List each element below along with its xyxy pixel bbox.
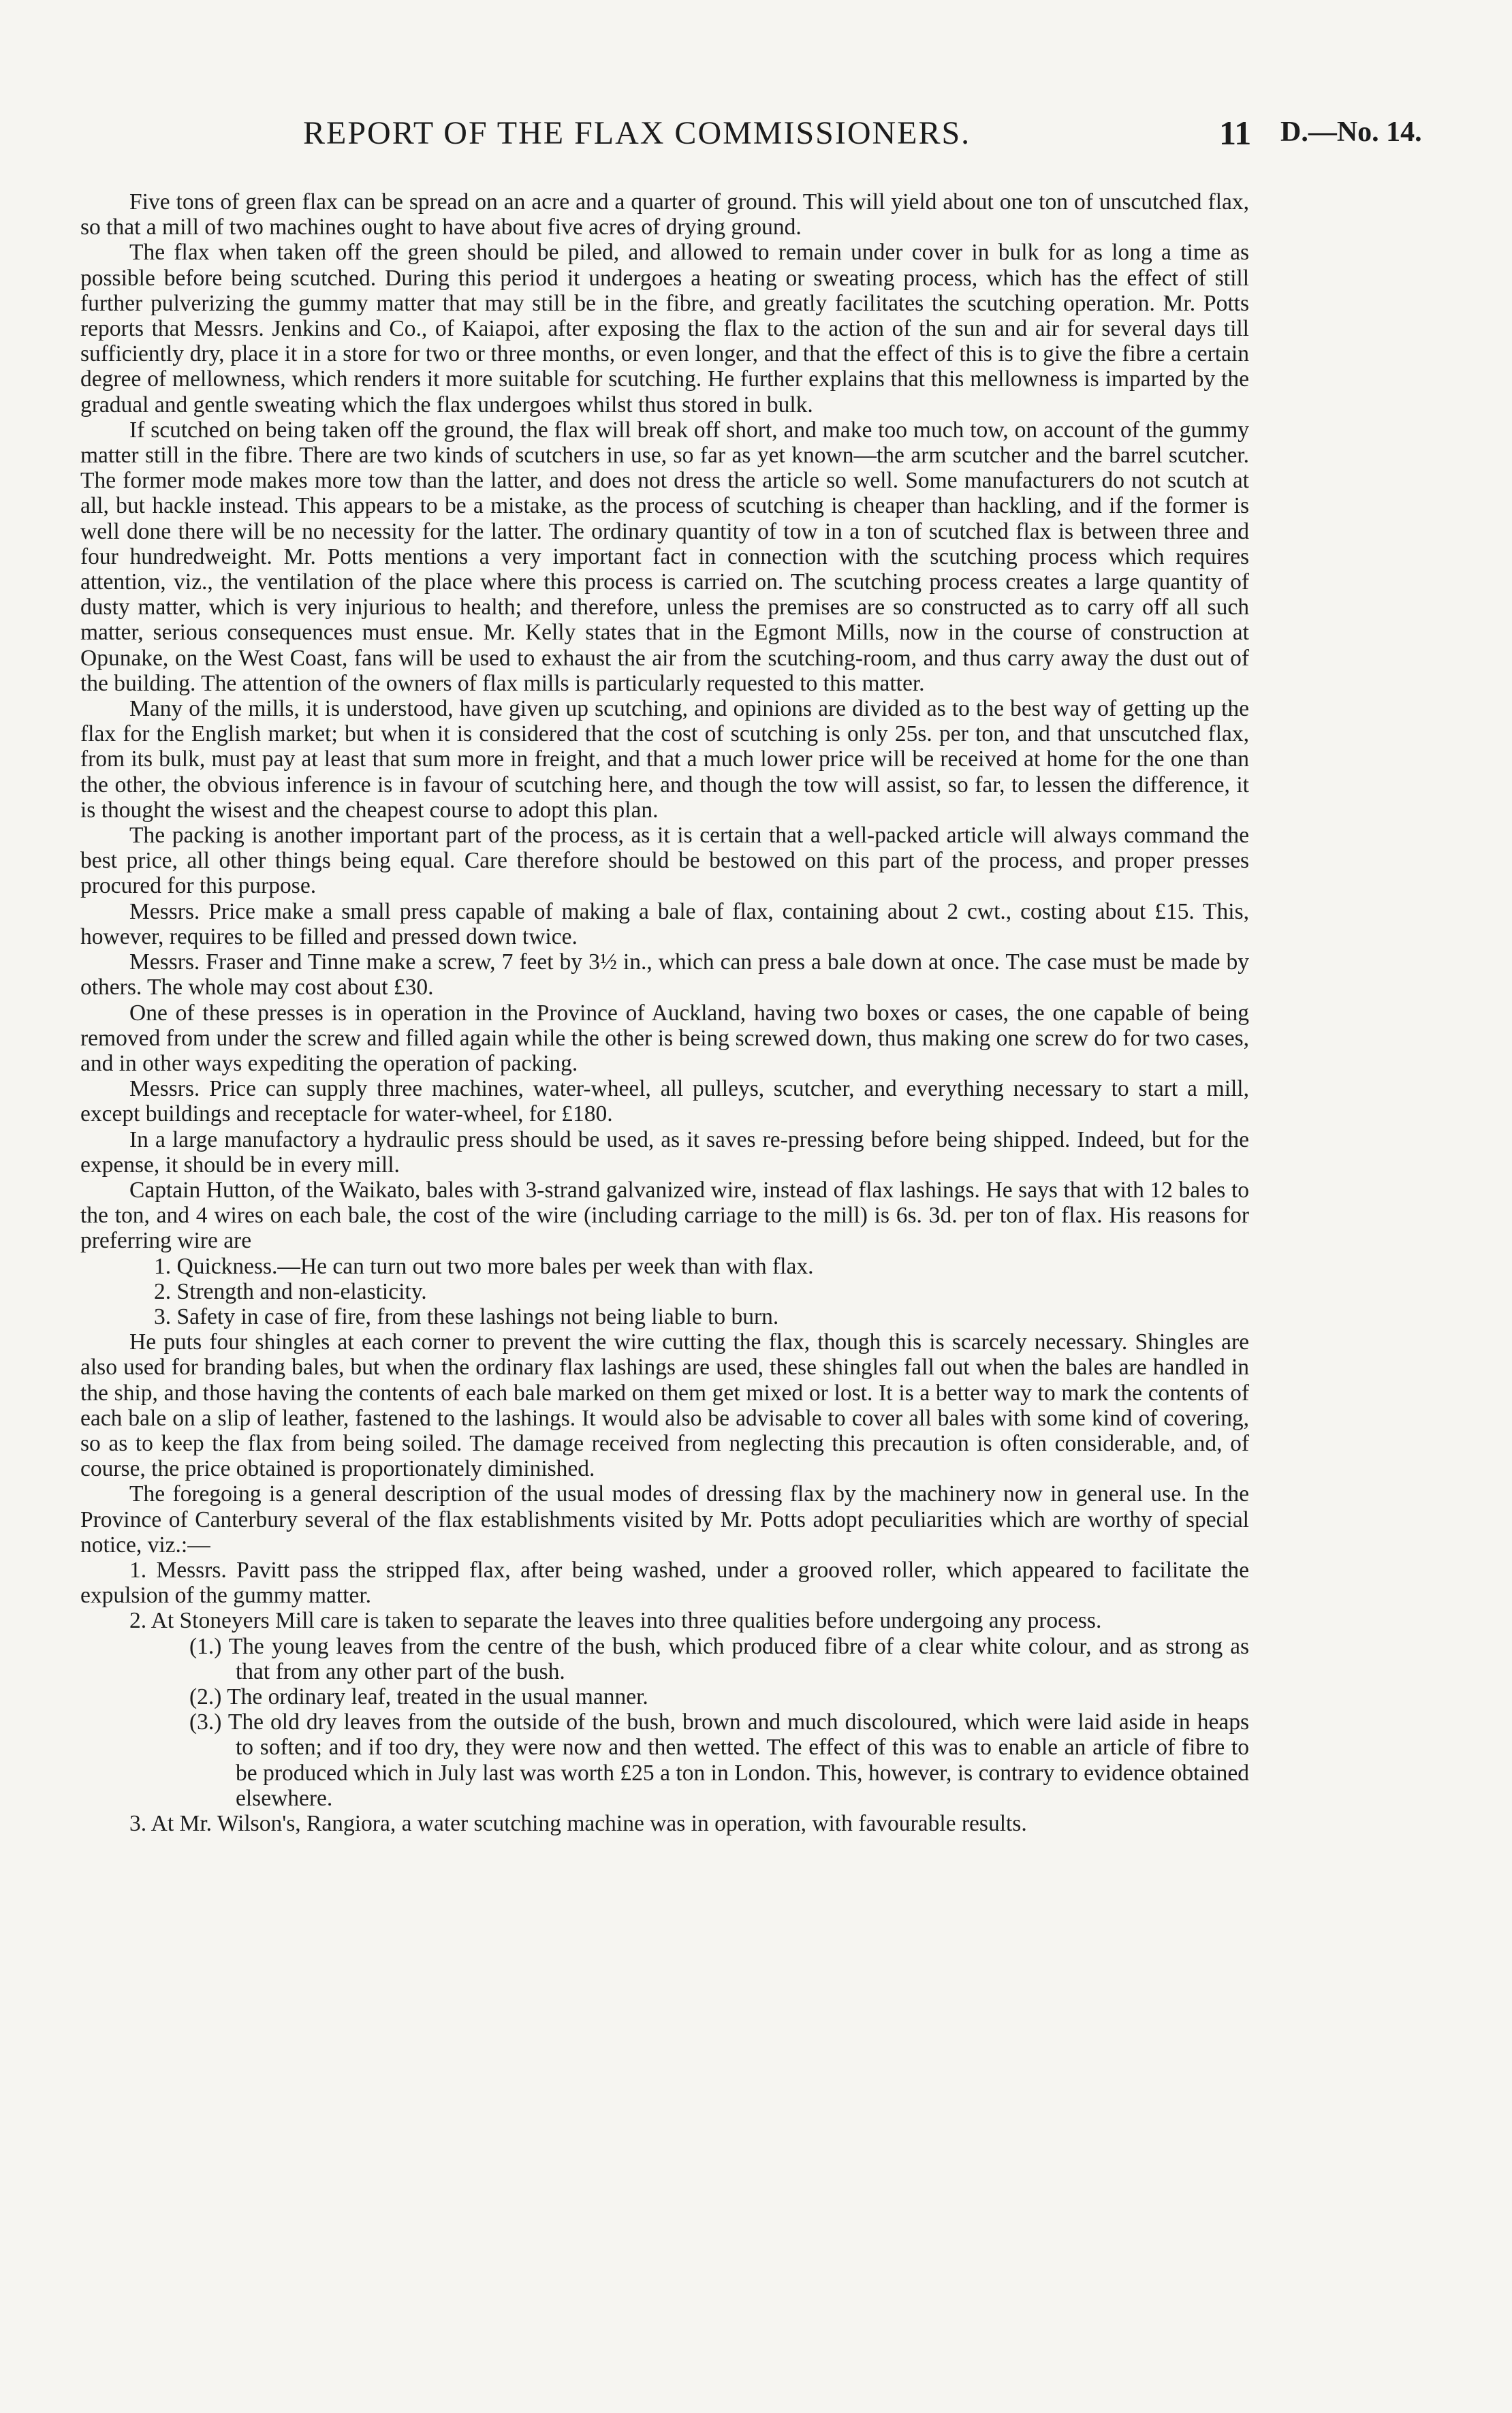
paragraph-fraser-screw: Messrs. Fraser and Tinne make a screw, 7 feet by 3½ in., which can press a bale down at once. The case must be made by others. The whole may cost about £30.	[80, 949, 1249, 1000]
paragraph-canterbury: The foregoing is a general description of the usual modes of dressing flax by the machinery now in general use. In the Province of Canterbury several of the flax establishments visited by Mr. Potts adopt peculiarities which are worthy of special notice, viz.:—	[80, 1481, 1249, 1558]
leaf-quality-item: (1.) The young leaves from the centre of the bush, which produced fibre of a clear white colour, and as strong as that from any other part of the bush.	[189, 1633, 1249, 1684]
document-reference: D.—No. 14.	[1280, 116, 1422, 148]
wire-reason-item: 1. Quickness.—He can turn out two more bales per week than with flax.	[154, 1253, 814, 1279]
paragraph-wilson: 3. At Mr. Wilson's, Rangiora, a water scutching machine was in operation, with favourable results.	[129, 1811, 1027, 1836]
report-body	[80, 189, 1249, 1836]
paragraph-packing: The packing is another important part of the process, as it is certain that a well-packed article will always command the best price, all other things being equal. Care therefore should be bestowed on this part of the process, and proper presses procured for this purpose.	[80, 823, 1249, 899]
paragraph-scutching: If scutched on being taken off the ground, the flax will break off short, and make too much tow, on account of the gummy matter still in the fibre. There are two kinds of scutchers in use, so far as yet known—the arm scutcher and the barrel scutcher. The former mode makes more tow than the latter, and does not dress the article so well. Some manufacturers do not scutch at all, but hackle instead. This appears to be a mistake, as the process of scutching is cheaper than hackling, and if the former is well done there will be no necessity for the latter. The ordinary quantity of tow in a ton of scutched flax is between three and four hundredweight. Mr. Potts mentions a very important fact in connection with the scutching process which requires attention, viz., the ventilation of the place where this process is carried on. The scutching process creates a large quantity of dusty matter, which is very injurious to health; and therefore, unless the premises are so constructed as to carry off all such matter, serious consequences must ensue. Mr. Kelly states that in the Egmont Mills, now in the course of construction at Opunake, on the West Coast, fans will be used to exhaust the air from the scutching-room, and thus carry away the dust out of the building. The attention of the owners of flax mills is particularly requested to this matter.	[80, 417, 1249, 696]
paragraph-piling: The flax when taken off the green should be piled, and allowed to remain under cover in bulk for as long a time as possible before being scutched. During this period it undergoes a heating or sweating process, which has the effect of still further pulverizing the gummy matter that may still be in the fibre, and greatly facilitates the scutching operation. Mr. Potts reports that Messrs. Jenkins and Co., of Kaiapoi, after exposing the flax to the action of the sun and air for several days till sufficiently dry, place it in a store for two or three months, or even longer, and that the effect of this is to give the fibre a certain degree of mellowness, which renders it more suitable for scutching. He further explains that this mellowness is imparted by the gradual and gentle sweating which the flax undergoes whilst thus stored in bulk.	[80, 240, 1249, 417]
page-number: 11	[1219, 114, 1252, 152]
paragraph-shingles: He puts four shingles at each corner to prevent the wire cutting the flax, though this is scarcely necessary. Shingles are also used for branding bales, but when the ordinary flax lashings are used, these shingles fall out when the bales are handled in the ship, and those having the contents of each bale marked on them get mixed or lost. It is a better way to mark the contents of each bale on a slip of leather, fastened to the lashings. It would also be advisable to cover all bales with some kind of covering, so as to keep the flax from being soiled. The damage received from neglecting this precaution is often considerable, and, of course, the price obtained is proportionately diminished.	[80, 1329, 1249, 1482]
leaf-quality-item: (3.) The old dry leaves from the outside of the bush, brown and much discoloured, which were laid aside in heaps to soften; and if too dry, they were now and then wetted. The effect of this was to enable an article of fibre to be produced which in July last was worth £25 a ton in London. This, however, is contrary to evidence obtained elsewhere.	[189, 1709, 1249, 1811]
page-title: REPORT OF THE FLAX COMMISSIONERS.	[303, 115, 971, 151]
paragraph-auckland-press: One of these presses is in operation in the Province of Auckland, having two boxes or cases, the one capable of being removed from under the screw and filled again while the other is being screwed down, thus making one screw do for two cases, and in other ways expediting the operation of packing.	[80, 1000, 1249, 1076]
paragraph-price-press: Messrs. Price make a small press capable of making a bale of flax, containing about 2 cwt., costing about £15. This, however, requires to be filled and pressed down twice.	[80, 898, 1249, 949]
paragraph-hydraulic-press: In a large manufactory a hydraulic press should be used, as it saves re-pressing before being shipped. Indeed, but for the expense, it should be in every mill.	[80, 1126, 1249, 1178]
page-header	[0, 114, 1512, 162]
wire-reason-item: 2. Strength and non-elasticity.	[154, 1278, 427, 1304]
paragraph-stoneyers: 2. At Stoneyers Mill care is taken to separate the leaves into three qualities before undergoing any process.	[129, 1608, 1102, 1634]
leaf-quality-item: (2.) The ordinary leaf, treated in the usual manner.	[189, 1684, 648, 1709]
paragraph-price-machines: Messrs. Price can supply three machines, water-wheel, all pulleys, scutcher, and everything necessary to start a mill, except buildings and receptacle for water-wheel, for £180.	[80, 1076, 1249, 1127]
paragraph-mills-scutching: Many of the mills, it is understood, have given up scutching, and opinions are divided as to the best way of getting up the flax for the English market; but when it is considered that the cost of scutching is only 25s. per ton, and that unscutched flax, from its bulk, must pay at least that sum more in freight, and that a much lower price will be received at home for the one than the other, the obvious inference is in favour of scutching here, and though the tow will assist, so far, to lessen the difference, it is thought the wisest and the cheapest course to adopt this plan.	[80, 696, 1249, 823]
paragraph-hutton-wire: Captain Hutton, of the Waikato, bales with 3-strand galvanized wire, instead of flax lashings. He says that with 12 bales to the ton, and 4 wires on each bale, the cost of the wire (including carriage to the mill) is 6s. 3d. per ton of flax. His reasons for preferring wire are	[80, 1177, 1249, 1254]
paragraph-pavitt: 1. Messrs. Pavitt pass the stripped flax, after being washed, under a grooved roller, which appeared to facilitate the expulsion of the gummy matter.	[80, 1557, 1249, 1609]
paragraph-green-flax: Five tons of green flax can be spread on an acre and a quarter of ground. This will yield about one ton of unscutched flax, so that a mill of two machines ought to have about five acres of drying ground.	[80, 189, 1249, 240]
wire-reason-item: 3. Safety in case of fire, from these lashings not being liable to burn.	[154, 1304, 779, 1329]
